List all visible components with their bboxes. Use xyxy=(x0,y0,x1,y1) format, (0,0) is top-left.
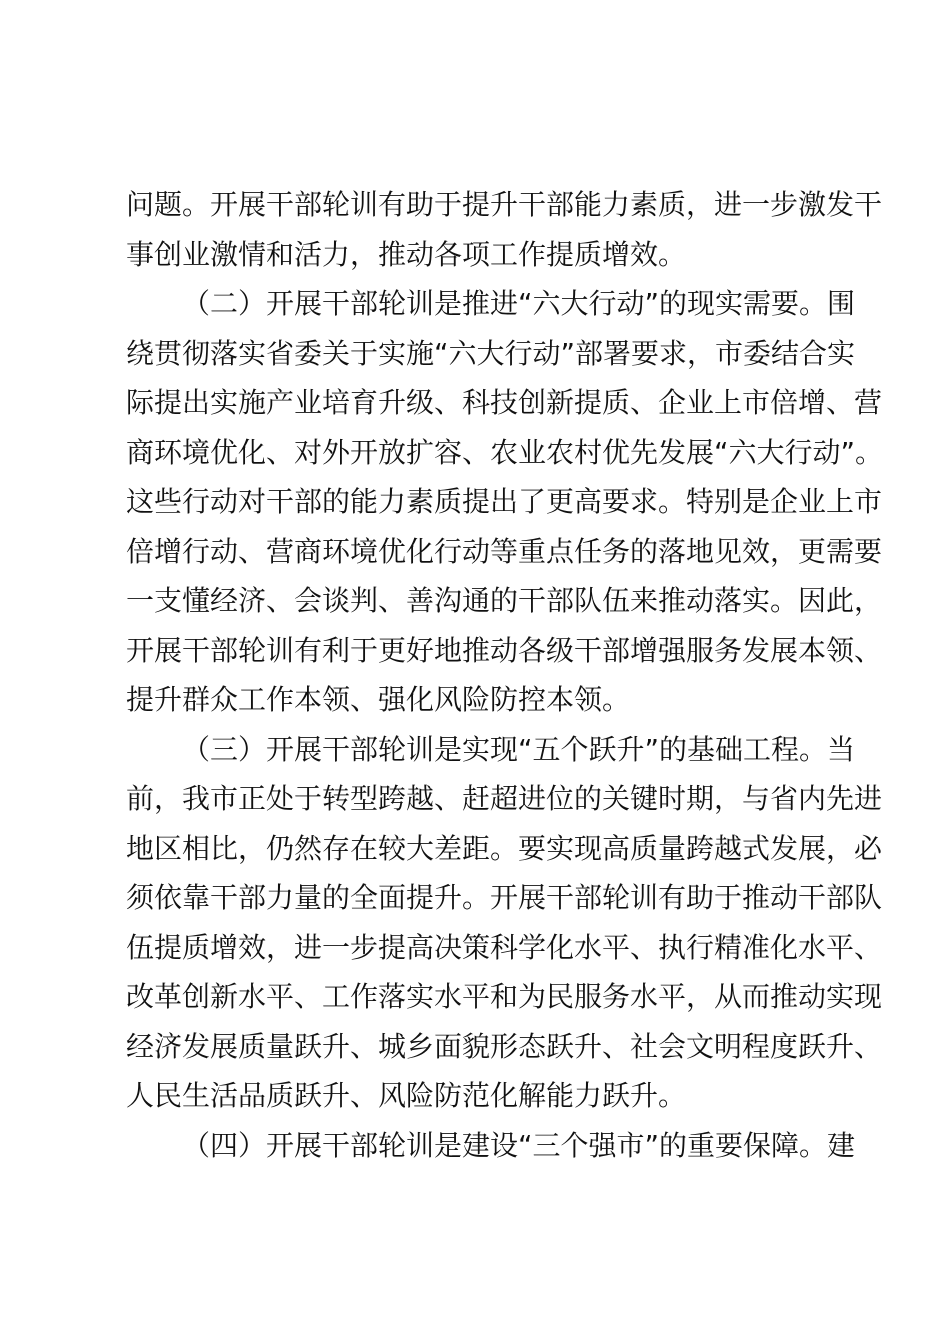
text-line: 这些行动对干部的能力素质提出了更高要求。特别是企业上市 xyxy=(126,485,883,518)
text-line: 改革创新水平、工作落实水平和为民服务水平，从而推动实现 xyxy=(126,980,883,1013)
text-line: 开展干部轮训有利于更好地推动各级干部增强服务发展本领、 xyxy=(126,633,883,667)
text-line: 倍增行动、营商环境优化行动等重点任务的落地见效，更需要 xyxy=(126,534,883,568)
text-line: 际提出实施产业培育升级、科技创新提质、企业上市倍增、营 xyxy=(126,386,883,419)
text-line: 商环境优化、对外开放扩容、农业农村优先发展“六大行动”。 xyxy=(126,435,884,469)
text-line: （二）开展干部轮训是推进“六大行动”的现实需要。围 xyxy=(182,287,856,320)
text-line: （三）开展干部轮训是实现“五个跃升”的基础工程。当 xyxy=(182,732,856,766)
text-line: 绕贯彻落实省委关于实施“六大行动”部署要求，市委结合实 xyxy=(126,336,856,370)
text-line: 提升群众工作本领、强化风险防控本领。 xyxy=(126,683,631,716)
body-text xyxy=(126,180,884,1170)
text-line: 一支懂经济、会谈判、善沟通的干部队伍来推动落实。因此， xyxy=(126,584,883,617)
text-line: 问题。开展干部轮训有助于提升干部能力素质，进一步激发干 xyxy=(126,188,883,221)
text-line: 人民生活品质跃升、风险防范化解能力跃升。 xyxy=(126,1079,687,1112)
text-line: 伍提质增效，进一步提高决策科学化水平、执行精准化水平、 xyxy=(126,930,883,964)
text-line: 事创业激情和活力，推动各项工作提质增效。 xyxy=(126,237,687,271)
text-line: 须依靠干部力量的全面提升。开展干部轮训有助于推动干部队 xyxy=(126,881,883,914)
text-line: 地区相比，仍然存在较大差距。要实现高质量跨越式发展，必 xyxy=(126,831,883,865)
text-line: 经济发展质量跃升、城乡面貌形态跃升、社会文明程度跃升、 xyxy=(126,1029,883,1063)
text-line: 前，我市正处于转型跨越、赶超进位的关键时期，与省内先进 xyxy=(126,782,883,815)
text-line: （四）开展干部轮训是建设“三个强市”的重要保障。建 xyxy=(182,1128,856,1162)
